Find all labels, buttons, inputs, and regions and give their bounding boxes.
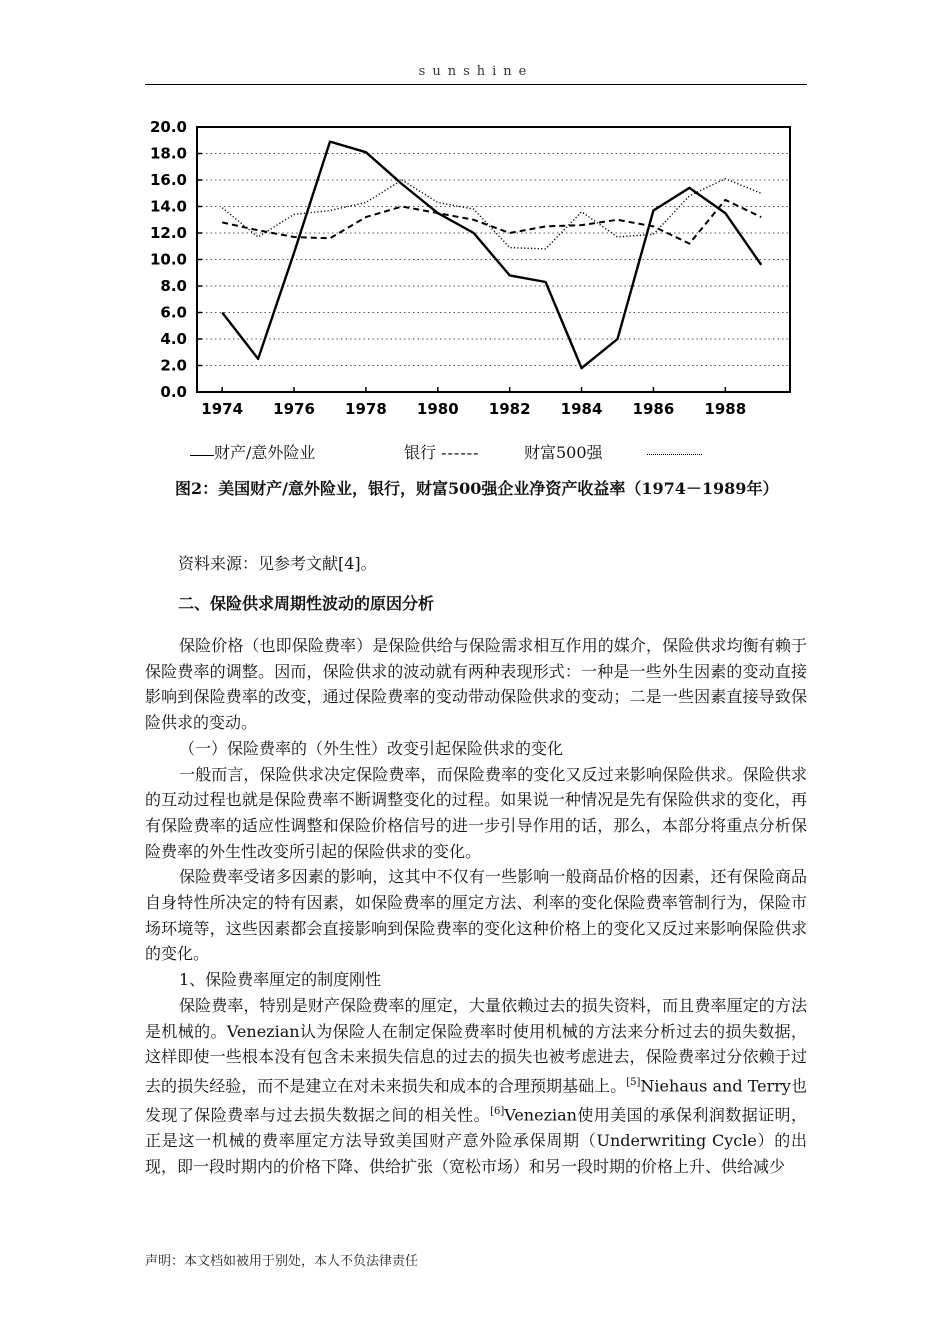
legend-item-property-casualty — [190, 440, 315, 463]
legend-dash-marker: ------ — [441, 443, 480, 462]
y-tick-label: 4.0 — [160, 330, 187, 348]
y-axis-labels — [150, 118, 187, 401]
legend-item-banks — [404, 440, 480, 463]
legend-dotted-marker — [647, 454, 702, 455]
figure-caption: 图2：美国财产/意外险业，银行，财富500强企业净资产收益率（1974－1989年） — [175, 479, 779, 498]
y-tick-label: 10.0 — [149, 250, 187, 269]
page-footer: 声明：本文档如被用于别处，本人不负法律责任 — [145, 1254, 419, 1269]
header-rule — [145, 84, 807, 85]
paragraph-3: 保险费率受诸多因素的影响，这其中不仅有一些影响一般商品价格的因素，还有保险商品自身特性所决定的特有因素，如保险费率的厘定方法、利率的变化保险费率管制行为，保险市场环境等，这些因素都会直接影响到保险费率的变化这种价格上的变化又反过来影响保险供求的变化。 — [145, 867, 807, 964]
y-tick-label: 18.0 — [149, 144, 187, 163]
y-tick-label: 6.0 — [160, 303, 187, 322]
x-tick-label: 1984 — [560, 400, 603, 418]
y-tick-label: 20.0 — [149, 118, 187, 136]
subheading-2: 1、保险费率厘定的制度刚性 — [179, 970, 382, 990]
y-tick-label: 8.0 — [160, 277, 187, 295]
paragraph-1: 保险价格（也即保险费率）是保险供给与保险需求相互作用的媒介，保险供求均衡有赖于保险费率的调整。因而，保险供求的波动就有两种表现形式：一种是一些外生因素的变动直接影响到保险费率的改变，通过保险费率的变动带动保险供求的变动；二是一些因素直接导致保险供求的变动。 — [145, 636, 807, 733]
legend-item-fortune500 — [524, 440, 603, 463]
x-tick-label: 1986 — [632, 400, 675, 418]
paragraph-4-part-a: 保险费率，特别是财产保险费率的厘定，大量依赖过去的损失资料，而且费率厘定的方法是机械的。Venezian认为保险人在制定保险费率时使用机械的方法来分析过去的损失数据，这样即使一些根本没有包含未来损失信息的过去的损失也被考虑进去，保险费率过分依赖于过去的损失经验，而不是建立在对未来损失和成本的合理预期基础上。 — [145, 995, 807, 1096]
paragraph-4-part-b: Niehaus and Terry也发现了保险费率与过去损失数据之间的相关性。 — [145, 1076, 807, 1125]
x-tick-label: 1978 — [345, 400, 387, 418]
x-tick-label: 1974 — [201, 400, 244, 418]
x-tick-label: 1988 — [704, 400, 747, 418]
legend-label-fortune500: 财富500强 — [524, 443, 603, 462]
y-tick-label: 0.0 — [160, 383, 187, 401]
x-tick-label: 1982 — [488, 400, 531, 418]
legend-label-property-casualty: 财产/意外险业 — [214, 443, 316, 462]
section-heading: 二、保险供求周期性波动的原因分析 — [178, 594, 435, 613]
subheading-1: （一）保险费率的（外生性）改变引起保险供求的变化 — [179, 738, 564, 758]
chart-grid — [197, 127, 790, 392]
legend-label-banks: 银行 — [404, 443, 437, 462]
paragraph-4-part-c: Venezian使用美国的承保利润数据证明，正是这一机械的费率厘定方法导致美国财产意外险承保周期（Underwriting Cycle）的出现，即一段时期内的价格下降、供给扩张（宽松市场）和另一段时期的价格上升、供给减少 — [145, 1105, 807, 1176]
page-header: sunshine — [418, 64, 534, 79]
roe-line-chart — [140, 112, 805, 432]
citation-6: [6] — [490, 1105, 505, 1117]
y-tick-label: 2.0 — [160, 356, 187, 375]
body-text — [145, 633, 807, 1179]
paragraph-2: 一般而言，保险供求决定保险费率，而保险费率的变化又反过来影响保险供求。保险供求的互动过程也就是保险费率不断调整变化的过程。如果说一种情况是先有保险供求的变化，再有保险费率的适应性调整和保险价格信号的进一步引导作用的话，那么，本部分将重点分析保险费率的外生性改变所引起的保险供求的变化。 — [145, 764, 807, 861]
chart-series — [222, 142, 761, 369]
y-tick-label: 16.0 — [149, 171, 187, 189]
y-tick-label: 12.0 — [149, 224, 187, 242]
paragraph-4 — [145, 993, 807, 1180]
x-tick-label: 1976 — [273, 400, 315, 418]
legend-solid-line — [190, 455, 214, 456]
citation-5: [5] — [626, 1076, 641, 1088]
y-tick-label: 14.0 — [149, 197, 187, 216]
x-tick-label: 1980 — [416, 400, 459, 418]
x-axis-labels — [201, 400, 746, 418]
source-note: 资料来源：见参考文献[4]。 — [178, 554, 377, 573]
series-line-1 — [222, 142, 761, 369]
